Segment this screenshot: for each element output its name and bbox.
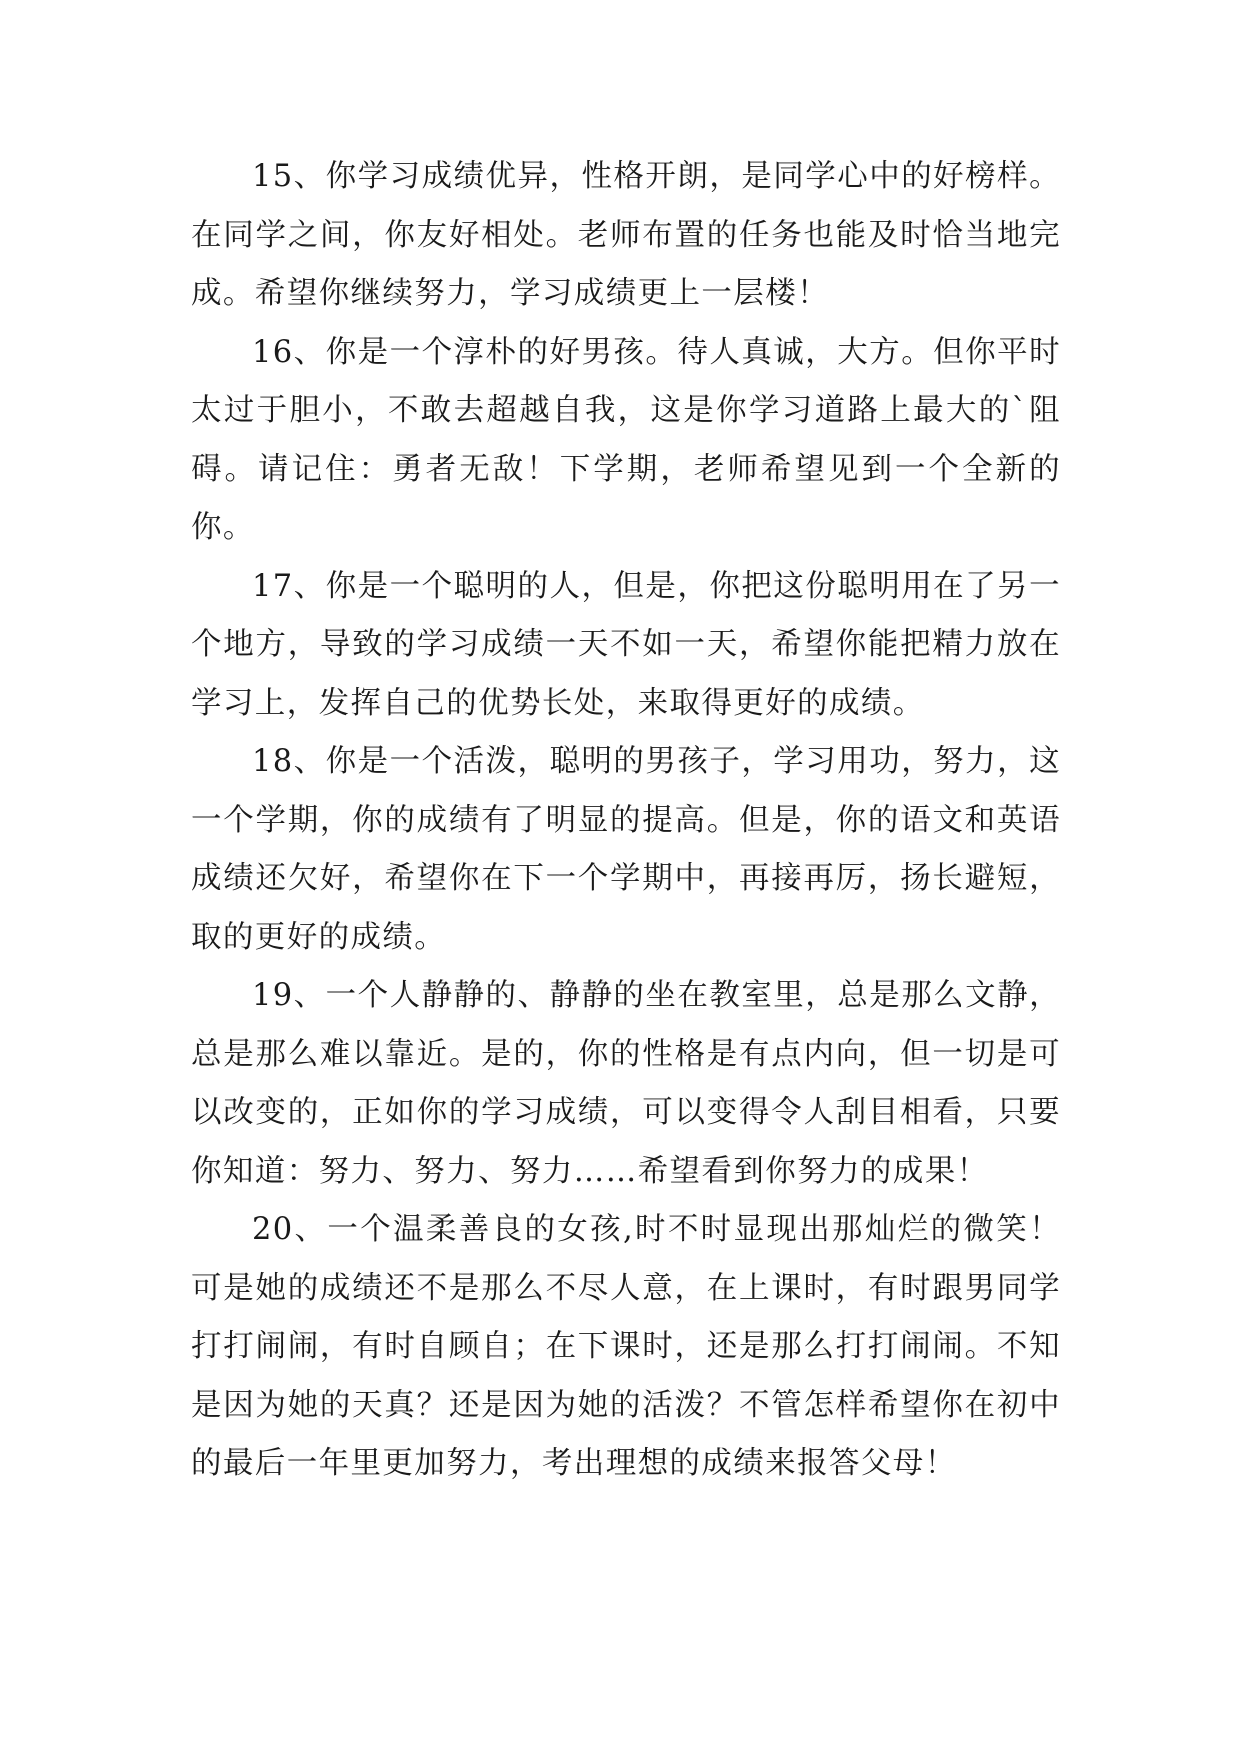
comment-paragraph-15: 15、你学习成绩优异，性格开朗，是同学心中的好榜样。在同学之间，你友好相处。老师布置的任务也能及时恰当地完成。希望你继续努力，学习成绩更上一层楼！	[191, 159, 1061, 311]
document-page	[191, 148, 1061, 1494]
comment-paragraph-19: 19、一个人静静的、静静的坐在教室里，总是那么文静，总是那么难以靠近。是的，你的性格是有点内向，但一切是可以改变的，正如你的学习成绩，可以变得令人刮目相看，只要你知道：努力、努力、努力……希望看到你努力的成果！	[191, 978, 1061, 1189]
comment-paragraph-16: 16、你是一个淳朴的好男孩。待人真诚，大方。但你平时太过于胆小，不敢去超越自我，这是你学习道路上最大的`阻碍。请记住：勇者无敌！下学期，老师希望见到一个全新的你。	[191, 334, 1061, 545]
comment-paragraph-20: 20、一个温柔善良的女孩,时不时显现出那灿烂的微笑！可是她的成绩还不是那么不尽人意，在上课时，有时跟男同学打打闹闹，有时自顾自；在下课时，还是那么打打闹闹。不知是因为她的天真？还是因为她的活泼？不管怎样希望你在初中的最后一年里更加努力，考出理想的成绩来报答父母！	[191, 1212, 1061, 1481]
comment-paragraph-18: 18、你是一个活泼，聪明的男孩子，学习用功，努力，这一个学期，你的成绩有了明显的提高。但是，你的语文和英语成绩还欠好，希望你在下一个学期中，再接再厉，扬长避短，取的更好的成绩。	[191, 744, 1061, 955]
comment-paragraph-17: 17、你是一个聪明的人，但是，你把这份聪明用在了另一个地方，导致的学习成绩一天不如一天，希望你能把精力放在学习上，发挥自己的优势长处，来取得更好的成绩。	[191, 568, 1061, 721]
